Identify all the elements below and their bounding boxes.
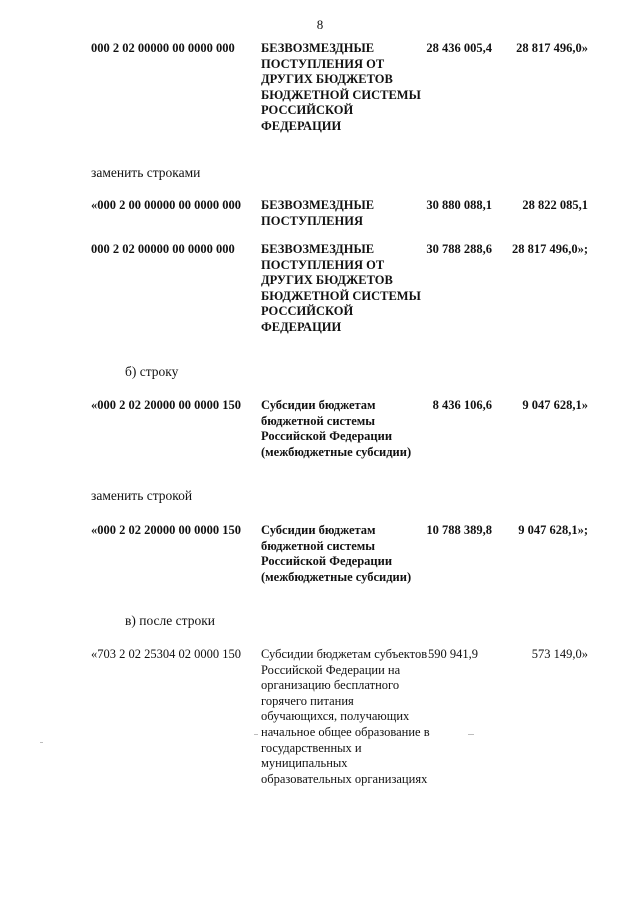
scan-speck [468, 734, 474, 735]
row5-value-1: 10 788 389,8 [426, 523, 492, 537]
row1-description: БЕЗВОЗМЕЗДНЫЕ ПОСТУПЛЕНИЯ ОТ ДРУГИХ БЮДЖЕТОВ БЮДЖЕТНОЙ СИСТЕМЫ РОССИЙСКОЙ ФЕДЕРАЦИИ [261, 41, 421, 133]
row5-description: Субсидии бюджетам бюджетной системы Российской Федерации (межбюджетные субсидии) [261, 523, 412, 584]
row6-description: Субсидии бюджетам субъектов Российской Федерации на организацию бесплатного горячего питания обучающихся, получающих начальное общее образование в государственных и муниципальных образовательных организациях [261, 647, 430, 786]
row2-value-2: 28 822 085,1 [522, 198, 588, 212]
row4-code: «000 2 02 20000 00 0000 150 [91, 398, 241, 412]
row2-code: «000 2 00 00000 00 0000 000 [91, 198, 241, 212]
row6-code: «703 2 02 25304 02 0000 150 [91, 647, 241, 661]
row5-value-2: 9 047 628,1»; [518, 523, 588, 537]
row3-description: БЕЗВОЗМЕЗДНЫЕ ПОСТУПЛЕНИЯ ОТ ДРУГИХ БЮДЖЕТОВ БЮДЖЕТНОЙ СИСТЕМЫ РОССИЙСКОЙ ФЕДЕРАЦИИ [261, 242, 421, 334]
scan-speck [254, 734, 258, 735]
row6-value-2: 573 149,0» [531, 647, 588, 661]
instruction-c-after-row: в) после строки [125, 613, 215, 628]
row4-value-2: 9 047 628,1» [522, 398, 588, 412]
row4-description: Субсидии бюджетам бюджетной системы Российской Федерации (межбюджетные субсидии) [261, 398, 412, 459]
instruction-b-row: б) строку [125, 364, 179, 379]
row1-code: 000 2 02 00000 00 0000 000 [91, 41, 235, 55]
row1-value-2: 28 817 496,0» [516, 41, 588, 55]
scan-speck [40, 742, 43, 743]
row2-value-1: 30 880 088,1 [426, 198, 492, 212]
row4-value-1: 8 436 106,6 [432, 398, 492, 412]
row3-value-2: 28 817 496,0»; [511, 242, 588, 256]
instruction-replace-rows: заменить строками [91, 165, 201, 180]
instruction-replace-row: заменить строкой [91, 488, 193, 503]
page-number: 8 [316, 17, 324, 32]
row3-code: 000 2 02 00000 00 0000 000 [91, 242, 235, 256]
row3-value-1: 30 788 288,6 [426, 242, 492, 256]
row6-value-1: 590 941,9 [428, 647, 478, 661]
row1-value-1: 28 436 005,4 [426, 41, 492, 55]
row2-description: БЕЗВОЗМЕЗДНЫЕ ПОСТУПЛЕНИЯ [261, 198, 375, 228]
row5-code: «000 2 02 20000 00 0000 150 [91, 523, 241, 537]
